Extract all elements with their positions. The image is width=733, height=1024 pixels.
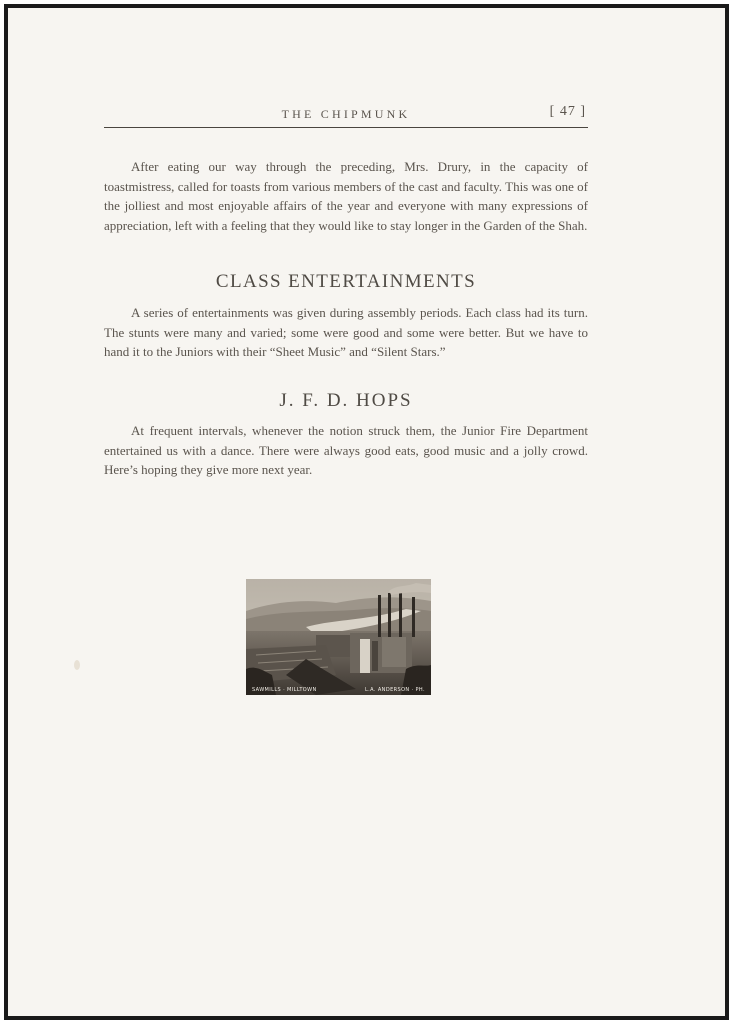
mill-photograph-image [246,579,431,695]
jfd-hops-heading: J. F. D. HOPS [279,390,413,411]
header-rule [104,127,588,128]
paper-smudge [74,660,80,670]
mill-photograph [246,579,431,695]
photo-caption-right: L.A. ANDERSON · PH. [364,687,425,693]
page-number: [ 47 ] [549,104,586,119]
class-entertainments-paragraph: A series of entertainments was given during assembly periods. Each class had its turn. The stunts were many and varied; some were good and some were better. But we have to hand it to the Juniors with their “Sheet Music” and “Silent Stars.” [104,305,588,360]
journal-title: THE CHIPMUNK [281,107,411,121]
class-entertainments-heading: CLASS ENTERTAINMENTS [215,271,477,292]
jfd-hops-paragraph: At frequent intervals, whenever the notion struck them, the Junior Fire Department entertained us with a dance. There were always good eats, good music and a jolly crowd. Here’s hoping they give more next year. [104,423,588,478]
running-head [104,104,588,128]
photo-caption-left: SAWMILLS · MILLTOWN [252,687,317,693]
page-frame [4,4,729,1020]
banquet-paragraph: After eating our way through the preceding, Mrs. Drury, in the capacity of toastmistress, called for toasts from various members of the cast and faculty. This was one of the jolliest and most enjoyable affairs of the year and everyone with many expressions of appreciation, left with a feeling that they would like to stay longer in the Garden of the Shah. [104,159,588,233]
document-page [8,8,725,1016]
